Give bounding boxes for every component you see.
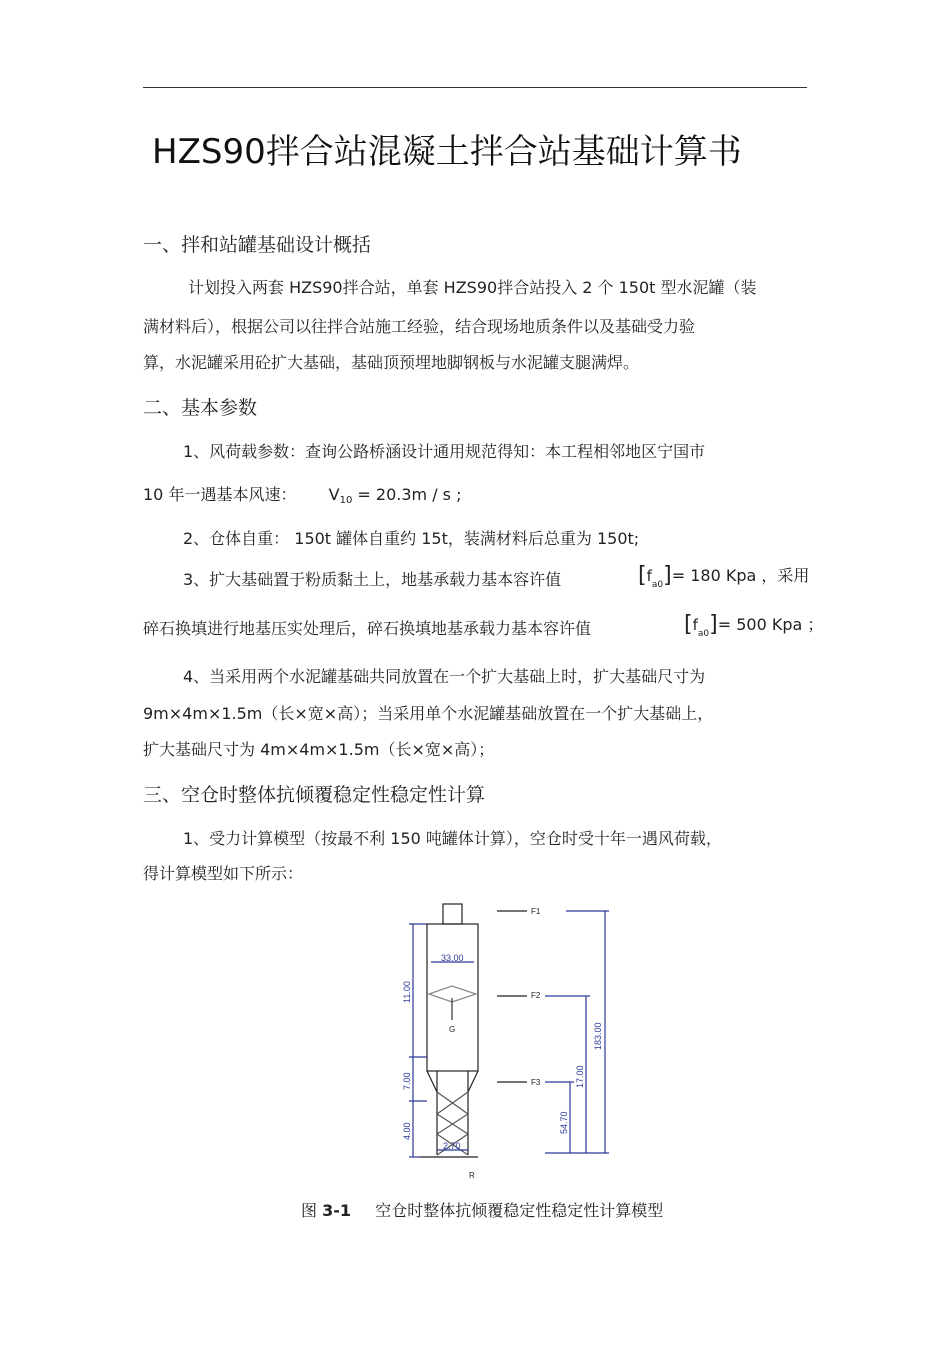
- label-f1: F1: [531, 907, 541, 916]
- section-1-paragraph-line-2: 满材料后），根据公司以往拌合站施工经验，结合现场地质条件以及基础受力验: [143, 317, 696, 336]
- dim-label-top-width: 33.00: [441, 953, 464, 963]
- label-g: G: [449, 1025, 456, 1034]
- dim-label-total: 183.00: [593, 1022, 603, 1050]
- dim-label-left-lower: 4.00: [402, 1122, 412, 1140]
- section-1-paragraph-line-1: 计划投入两套 HZS90拌合站，单套 HZS90拌合站投入 2 个 150t 型水泥罐（装: [188, 278, 757, 297]
- self-weight-line: 2、仓体自重： 150t 罐体自重约 15t，装满材料后总重为 150t;: [183, 529, 640, 548]
- bearing-capacity-formula-1: $[f_{a0}]= 180$ Kpa ，采用: [638, 563, 810, 590]
- dim-label-f2: 17.00: [575, 1065, 585, 1088]
- wind-speed-value: = 20.3m / s ;: [352, 485, 462, 504]
- silo-drawing: [409, 904, 609, 1157]
- silo-body: [427, 924, 478, 1071]
- section-3-heading: 三、空仓时整体抗倾覆稳定性稳定性计算: [143, 784, 486, 806]
- wind-speed-label: 10 年一遇基本风速：: [143, 485, 297, 504]
- bearing-capacity-line-2: 碎石换填进行地基压实处理后，碎石换填地基承载力基本容许值: [143, 619, 592, 638]
- label-f3: F3: [531, 1078, 541, 1087]
- formula-f-symbol: f: [646, 567, 652, 585]
- document-title: HZS90拌合站混凝土拌合站基础计算书: [152, 132, 742, 172]
- caption-text: 空仓时整体抗倾覆稳定性稳定性计算模型: [375, 1201, 664, 1220]
- formula-value: = 500 Kpa ；: [717, 615, 824, 634]
- section-3-paragraph-line-2: 得计算模型如下所示：: [143, 864, 304, 883]
- wind-speed-symbol: V: [328, 485, 340, 504]
- hopper-left: [427, 1071, 437, 1092]
- section-2-heading: 二、基本参数: [143, 397, 258, 419]
- wind-load-line-1: 1、风荷载参数：查询公路桥涵设计通用规范得知：本工程相邻地区宁国市: [183, 442, 706, 461]
- dim-label-left-mid: 7.00: [402, 1072, 412, 1090]
- formula-subscript: a0: [697, 629, 710, 639]
- caption-prefix: 图: [301, 1201, 318, 1220]
- formula-value: = 180 Kpa ，采用: [671, 566, 810, 585]
- bearing-capacity-line-1: 3、扩大基础置于粉质黏土上，地基承载力基本容许值: [183, 570, 562, 589]
- caption-number: 3-1: [322, 1201, 352, 1220]
- foundation-size-line-3: 扩大基础尺寸为 4m×4m×1.5m（长×宽×高）；: [143, 740, 495, 759]
- formula-f-symbol: f: [692, 616, 698, 634]
- silo-top-cap: [443, 904, 462, 924]
- section-1-paragraph-line-3: 算，水泥罐采用砼扩大基础，基础顶预埋地脚钢板与水泥罐支腿满焊。: [143, 353, 640, 372]
- dim-label-bottom-width: 2.70: [443, 1141, 461, 1151]
- hopper-right: [468, 1071, 478, 1092]
- label-f2: F2: [531, 991, 541, 1000]
- foundation-size-line-2: 9m×4m×1.5m（长×宽×高）；当采用单个水泥罐基础放置在一个扩大基础上，: [143, 704, 714, 723]
- dim-label-f3: 54.70: [559, 1111, 569, 1134]
- section-1-heading: 一、拌和站罐基础设计概括: [143, 234, 372, 256]
- foundation-size-line-1: 4、当采用两个水泥罐基础共同放置在一个扩大基础上时，扩大基础尺寸为: [183, 667, 706, 686]
- label-r: R: [469, 1171, 475, 1180]
- formula-subscript: a0: [651, 580, 664, 590]
- wind-speed-subscript: 10: [339, 495, 353, 506]
- bearing-capacity-formula-2: $[f_{a0}]= 500$ Kpa ；: [684, 612, 824, 639]
- figure-caption: [301, 1198, 663, 1221]
- dim-label-left-upper: 11.00: [402, 981, 412, 1003]
- section-3-paragraph-line-1: 1、受力计算模型（按最不利 150 吨罐体计算），空仓时受十年一遇风荷载，: [183, 829, 722, 848]
